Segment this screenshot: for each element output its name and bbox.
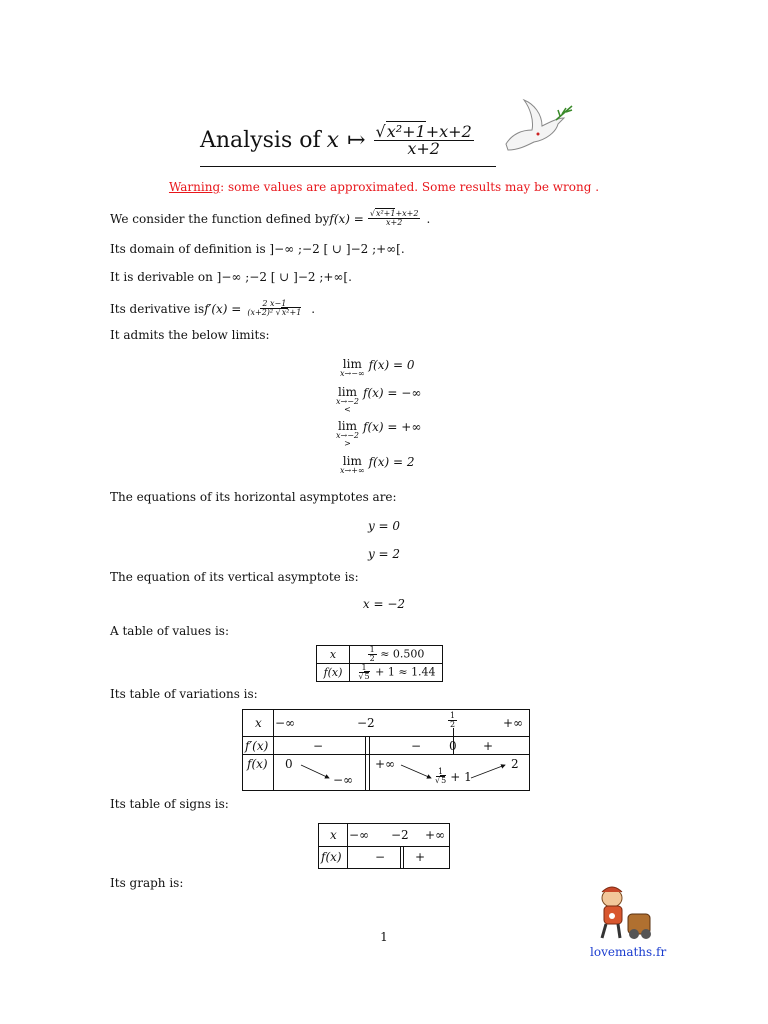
warning-line xyxy=(0,180,768,194)
dove-logo xyxy=(500,94,578,158)
signs-f-label: f(x) xyxy=(321,850,342,864)
values-row-fx xyxy=(317,664,443,682)
var-f-pos-inf: +∞ xyxy=(375,757,396,771)
intro-line xyxy=(110,210,430,227)
var-fp-label: f′(x) xyxy=(245,739,269,753)
intro-lhs: f(x) = xyxy=(329,211,364,226)
hasym-1: y = 0 xyxy=(367,519,401,533)
values-x-label: x xyxy=(317,646,350,664)
var-x-pos-inf: +∞ xyxy=(503,716,524,730)
values-table xyxy=(316,645,443,682)
derivative-text: Its derivative is xyxy=(110,301,205,316)
limit-1-sub: x→−∞ xyxy=(340,369,365,378)
derivative-numerator: 2 x−1 xyxy=(262,299,287,308)
limit-2-side: < xyxy=(344,405,351,414)
derivable-line: It is derivable on ]−∞ ;−2 [ ∪ ]−2 ;+∞[. xyxy=(110,270,352,284)
half-fraction: $\frac{1}{2}$ xyxy=(369,645,375,663)
var-f-zero: 0 xyxy=(285,757,293,771)
values-x-value: ≈ 0.500 xyxy=(380,647,425,661)
title-radicand: x²+1 xyxy=(386,122,426,141)
signs-row-divider xyxy=(319,846,449,847)
limit-1-word: lim xyxy=(342,357,362,371)
var-x-neg2: −2 xyxy=(357,716,375,730)
signs-x-pos-inf: +∞ xyxy=(425,828,446,842)
variations-table xyxy=(242,709,530,791)
title-rule xyxy=(200,166,496,167)
limit-4-expr: f(x) = 2 xyxy=(368,455,415,469)
graph-intro: Its graph is: xyxy=(110,876,184,890)
var-f-min-rest: + 1 xyxy=(450,769,472,784)
values-fx-value: + 1 ≈ 1.44 xyxy=(375,665,436,679)
vasym-intro: The equation of its vertical asymptote is: xyxy=(110,570,359,584)
domain-line: Its domain of definition is ]−∞ ;−2 [ ∪ ]−2 ;+∞[. xyxy=(110,242,405,256)
var-x-half: $\frac{1}{2}$ xyxy=(450,711,456,729)
var-sign-3: + xyxy=(483,739,494,753)
limit-3-sub: x→−2 xyxy=(336,431,360,440)
var-sign-2: − xyxy=(411,739,422,753)
var-f-two: 2 xyxy=(511,757,519,771)
signs-x-neg-inf: −∞ xyxy=(349,828,370,842)
var-sign-1: − xyxy=(313,739,324,753)
intro-fraction xyxy=(368,210,421,227)
hasym-2: y = 2 xyxy=(367,547,401,561)
title-fraction xyxy=(374,124,474,157)
intro-num-rest: +x+2 xyxy=(395,209,419,218)
title-denominator: x+2 xyxy=(407,139,440,158)
intro-end: . xyxy=(426,211,431,226)
limit-3-side: > xyxy=(344,439,351,448)
warning-label: Warning xyxy=(168,180,221,194)
limit-3-word: lim xyxy=(337,419,358,433)
limit-1-expr: f(x) = 0 xyxy=(368,358,415,372)
limit-2-lim xyxy=(336,386,359,414)
derivative-denominator: (x+2)² √x²+1 xyxy=(247,308,302,317)
signs-x-label: x xyxy=(330,828,337,842)
title-num-rest: +x+2 xyxy=(425,122,472,141)
var-sign-zero: 0 xyxy=(449,739,457,753)
derivative-line xyxy=(110,300,315,317)
derivative-den-a: (x+2)² xyxy=(247,308,276,317)
limit-3 xyxy=(336,420,421,448)
signs-bar-2 xyxy=(403,846,404,868)
values-fx-cell xyxy=(350,664,443,682)
limit-4 xyxy=(340,455,414,475)
signs-plus: + xyxy=(415,850,426,864)
limit-1 xyxy=(340,358,414,378)
limit-3-expr: f(x) = +∞ xyxy=(363,420,422,434)
title-arrow: ↦ xyxy=(347,128,366,153)
limit-2-word: lim xyxy=(337,385,358,399)
intro-numerator: √x²+1+x+2 xyxy=(369,209,419,218)
var-f-label: f(x) xyxy=(247,757,268,771)
title-prefix: Analysis of xyxy=(200,128,321,153)
intro-denominator: x+2 xyxy=(385,218,403,227)
limit-2-sub: x→−2 xyxy=(336,397,360,406)
var-x-label: x xyxy=(255,716,262,730)
page-title xyxy=(200,124,474,157)
values-x-cell xyxy=(350,646,443,664)
signs-table xyxy=(318,823,450,869)
limit-3-lim xyxy=(336,420,359,448)
limit-2 xyxy=(336,386,421,414)
footer-link[interactable]: lovemaths.fr xyxy=(590,945,667,959)
signs-minus: − xyxy=(375,850,386,864)
limit-4-word: lim xyxy=(342,454,362,468)
derivative-fraction xyxy=(245,300,303,317)
limit-4-lim xyxy=(340,455,365,475)
warning-text: : some values are approximated. Some results may be wrong . xyxy=(220,180,600,194)
variations-intro: Its table of variations is: xyxy=(110,687,258,701)
values-row-x xyxy=(317,646,443,664)
inv-sqrt5-fraction: $\frac{1}{√5}$ xyxy=(358,663,370,681)
intro-text: We consider the function defined by xyxy=(110,211,330,226)
derivative-den-radicand: x²+1 xyxy=(281,308,302,317)
signs-bar-1 xyxy=(400,846,401,868)
limit-1-lim xyxy=(340,358,365,378)
title-numerator: √x²+1+x+2 xyxy=(375,122,472,141)
vasym: x = −2 xyxy=(362,597,406,611)
signs-intro: Its table of signs is: xyxy=(110,797,229,811)
signs-x-neg2: −2 xyxy=(391,828,409,842)
limits-intro: It admits the below limits: xyxy=(110,328,270,342)
values-intro: A table of values is: xyxy=(110,624,229,638)
limit-2-expr: f(x) = −∞ xyxy=(363,386,422,400)
page-number: 1 xyxy=(380,930,388,944)
derivative-lhs: f′(x) = xyxy=(204,301,242,316)
title-var: x xyxy=(326,128,340,153)
var-inv-sqrt5: $\frac{1}{√5}$ xyxy=(435,767,447,785)
mascot-logo xyxy=(590,884,660,942)
intro-radicand: x²+1 xyxy=(375,209,396,218)
var-x-neg-inf: −∞ xyxy=(275,716,296,730)
var-arrows xyxy=(243,710,529,790)
hasym-intro: The equations of its horizontal asymptotes are: xyxy=(110,490,397,504)
derivative-end: . xyxy=(311,301,316,316)
values-fx-label: f(x) xyxy=(317,664,350,682)
var-f-neg-inf: −∞ xyxy=(333,773,354,787)
limit-4-sub: x→+∞ xyxy=(340,466,365,475)
